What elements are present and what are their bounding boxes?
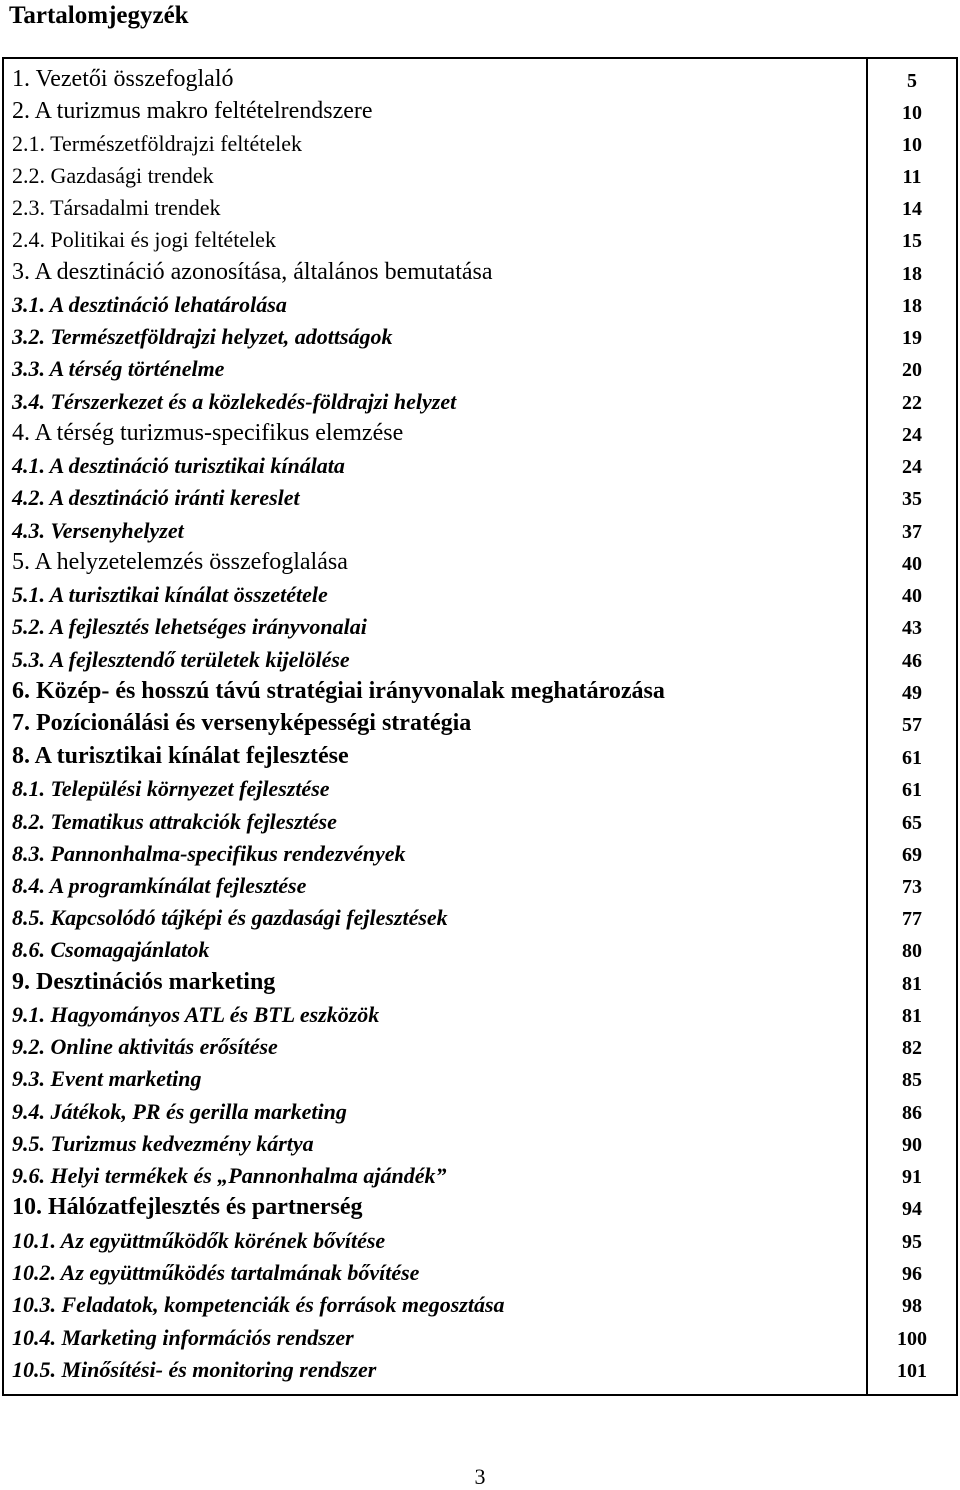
toc-entry-title: 8.3. Pannonhalma-specifikus rendezvények bbox=[12, 840, 406, 866]
toc-entry-title: 9.2. Online aktivitás erősítése bbox=[12, 1033, 278, 1059]
toc-entry-page: 10 bbox=[902, 134, 922, 156]
toc-entry bbox=[4, 221, 956, 253]
toc-entry bbox=[4, 1060, 956, 1092]
toc-entry-page: 14 bbox=[902, 198, 922, 220]
toc-entry-title: 10. Hálózatfejlesztés és partnerség bbox=[12, 1193, 363, 1220]
toc-entry bbox=[4, 641, 956, 673]
toc-entry-title: 5. A helyzetelemzés összefoglalása bbox=[12, 548, 348, 575]
toc-entry bbox=[4, 61, 956, 93]
toc-entry-page: 18 bbox=[902, 263, 922, 285]
toc-entry-page: 40 bbox=[902, 585, 922, 607]
toc-entry-page: 81 bbox=[902, 1005, 922, 1027]
toc-entry-title: 6. Közép- és hosszú távú stratégiai irányvonalak meghatározása bbox=[12, 677, 665, 704]
toc-entry bbox=[4, 318, 956, 350]
toc-entry-title: 8.2. Tematikus attrakciók fejlesztése bbox=[12, 808, 337, 834]
toc-entry bbox=[4, 576, 956, 608]
toc-entry-page: 61 bbox=[902, 747, 922, 769]
toc-entry-page: 85 bbox=[902, 1069, 922, 1091]
toc-entry-page: 95 bbox=[902, 1231, 922, 1253]
toc-entry bbox=[4, 867, 956, 899]
toc-entry-title: 2.4. Politikai és jogi feltételek bbox=[12, 226, 276, 252]
toc-entry bbox=[4, 1254, 956, 1286]
toc-entry-page: 101 bbox=[897, 1360, 927, 1382]
toc-entry-title: 10.5. Minősítési- és monitoring rendszer bbox=[12, 1356, 377, 1382]
toc-entry-page: 100 bbox=[897, 1328, 927, 1350]
toc-entry bbox=[4, 479, 956, 511]
toc-entry-page: 24 bbox=[902, 424, 922, 446]
toc-entry-title: 7. Pozícionálási és versenyképességi stratégia bbox=[12, 709, 472, 736]
toc-table bbox=[2, 57, 958, 1396]
toc-entry-page: 77 bbox=[902, 908, 922, 930]
toc-entry bbox=[4, 1028, 956, 1060]
toc-entry-page: 37 bbox=[902, 521, 922, 543]
toc-entry-title: 4.2. A desztináció iránti kereslet bbox=[12, 484, 300, 510]
toc-entry-page: 43 bbox=[902, 617, 922, 639]
toc-entry bbox=[4, 1189, 956, 1221]
toc-entry-title: 9.3. Event marketing bbox=[12, 1065, 202, 1091]
toc-entry-title: 10.1. Az együttműködők körének bővítése bbox=[12, 1227, 386, 1253]
toc-heading: Tartalomjegyzék bbox=[9, 2, 189, 29]
toc-entry bbox=[4, 93, 956, 125]
toc-entry-title: 9.1. Hagyományos ATL és BTL eszközök bbox=[12, 1001, 380, 1027]
toc-entry-title: 4.1. A desztináció turisztikai kínálata bbox=[12, 452, 345, 478]
toc-entry bbox=[4, 1351, 956, 1383]
toc-entry bbox=[4, 1157, 956, 1189]
toc-entry-title: 8. A turisztikai kínálat fejlesztése bbox=[12, 742, 349, 769]
toc-entry bbox=[4, 1222, 956, 1254]
toc-entry bbox=[4, 157, 956, 189]
toc-entry-page: 90 bbox=[902, 1134, 922, 1156]
toc-entry-title: 2. A turizmus makro feltételrendszere bbox=[12, 97, 373, 124]
toc-entry-title: 5.2. A fejlesztés lehetséges irányvonalai bbox=[12, 613, 367, 639]
toc-entry bbox=[4, 415, 956, 447]
toc-entry-page: 94 bbox=[902, 1198, 922, 1220]
toc-entry-page: 69 bbox=[902, 844, 922, 866]
toc-entry bbox=[4, 673, 956, 705]
toc-entry-page: 65 bbox=[902, 812, 922, 834]
toc-entry bbox=[4, 738, 956, 770]
toc-entry-page: 98 bbox=[902, 1295, 922, 1317]
toc-entry-page: 96 bbox=[902, 1263, 922, 1285]
toc-entry-page: 61 bbox=[902, 779, 922, 801]
toc-entry bbox=[4, 350, 956, 382]
toc-entry-title: 10.4. Marketing információs rendszer bbox=[12, 1324, 354, 1350]
toc-entry-page: 49 bbox=[902, 682, 922, 704]
toc-entry-title: 3.3. A térség történelme bbox=[12, 355, 225, 381]
toc-entry bbox=[4, 996, 956, 1028]
toc-entry-title: 2.3. Társadalmi trendek bbox=[12, 194, 221, 220]
toc-entry-title: 9. Desztinációs marketing bbox=[12, 968, 276, 995]
toc-entry bbox=[4, 1319, 956, 1351]
toc-entry-title: 9.6. Helyi termékek és „Pannonhalma ajándék” bbox=[12, 1162, 447, 1188]
toc-entry bbox=[4, 803, 956, 835]
toc-entry bbox=[4, 383, 956, 415]
toc-entry-page: 11 bbox=[902, 166, 922, 188]
toc-entry-page: 81 bbox=[902, 973, 922, 995]
toc-entry-title: 10.3. Feladatok, kompetenciák és források megosztása bbox=[12, 1291, 505, 1317]
toc-entry-page: 19 bbox=[902, 327, 922, 349]
toc-entry-page: 86 bbox=[902, 1102, 922, 1124]
toc-entry-title: 10.2. Az együttműködés tartalmának bővítése bbox=[12, 1259, 420, 1285]
toc-entry-title: 8.6. Csomagajánlatok bbox=[12, 936, 210, 962]
toc-entry-title: 9.4. Játékok, PR és gerilla marketing bbox=[12, 1098, 347, 1124]
toc-entry-title: 5.1. A turisztikai kínálat összetétele bbox=[12, 581, 328, 607]
toc-entry-page: 5 bbox=[907, 70, 917, 92]
toc-entry-page: 40 bbox=[902, 553, 922, 575]
toc-entry bbox=[4, 835, 956, 867]
toc-entry bbox=[4, 1125, 956, 1157]
toc-entry-title: 8.5. Kapcsolódó tájképi és gazdasági fejlesztések bbox=[12, 904, 448, 930]
toc-entry-title: 3.1. A desztináció lehatárolása bbox=[12, 291, 287, 317]
toc-entry-page: 10 bbox=[902, 102, 922, 124]
toc-entry-page: 91 bbox=[902, 1166, 922, 1188]
page-number: 3 bbox=[474, 1464, 486, 1489]
toc-entry-title: 9.5. Turizmus kedvezmény kártya bbox=[12, 1130, 314, 1156]
toc-entry-title: 5.3. A fejlesztendő területek kijelölése bbox=[12, 646, 350, 672]
toc-entry-title: 1. Vezetői összefoglaló bbox=[12, 65, 234, 92]
toc-entry bbox=[4, 608, 956, 640]
toc-entry-title: 2.2. Gazdasági trendek bbox=[12, 162, 214, 188]
toc-entry-page: 73 bbox=[902, 876, 922, 898]
toc-entry bbox=[4, 1093, 956, 1125]
toc-entry bbox=[4, 544, 956, 576]
toc-entry bbox=[4, 286, 956, 318]
toc-entry bbox=[4, 899, 956, 931]
toc-entry-title: 8.4. A programkínálat fejlesztése bbox=[12, 872, 307, 898]
toc-entry-title: 4.3. Versenyhelyzet bbox=[12, 517, 184, 543]
toc-entry-page: 22 bbox=[902, 392, 922, 414]
toc-entry-page: 35 bbox=[902, 488, 922, 510]
toc-entry bbox=[4, 254, 956, 286]
toc-entry bbox=[4, 770, 956, 802]
toc-entry-page: 24 bbox=[902, 456, 922, 478]
toc-entry-page: 46 bbox=[902, 650, 922, 672]
toc-entry bbox=[4, 125, 956, 157]
toc-entry-title: 4. A térség turizmus-specifikus elemzése bbox=[12, 419, 404, 446]
toc-entry-page: 20 bbox=[902, 359, 922, 381]
toc-entry-page: 57 bbox=[902, 714, 922, 736]
toc-entry-title: 2.1. Természetföldrajzi feltételek bbox=[12, 130, 303, 156]
toc-entry bbox=[4, 189, 956, 221]
toc-entry-page: 18 bbox=[902, 295, 922, 317]
toc-entry-title: 3. A desztináció azonosítása, általános bemutatása bbox=[12, 258, 493, 285]
toc-entry bbox=[4, 447, 956, 479]
toc-entry-page: 82 bbox=[902, 1037, 922, 1059]
toc-entry bbox=[4, 931, 956, 963]
toc-entry-title: 3.2. Természetföldrajzi helyzet, adottságok bbox=[12, 323, 393, 349]
toc-entry-title: 3.4. Térszerkezet és a közlekedés-földrajzi helyzet bbox=[12, 388, 457, 414]
toc-entry bbox=[4, 1286, 956, 1318]
toc-entry bbox=[4, 964, 956, 996]
toc-entry-page: 80 bbox=[902, 940, 922, 962]
toc-entry-title: 8.1. Települési környezet fejlesztése bbox=[12, 775, 330, 801]
toc-entry bbox=[4, 705, 956, 737]
toc-entry bbox=[4, 512, 956, 544]
toc-entry-page: 15 bbox=[902, 230, 922, 252]
